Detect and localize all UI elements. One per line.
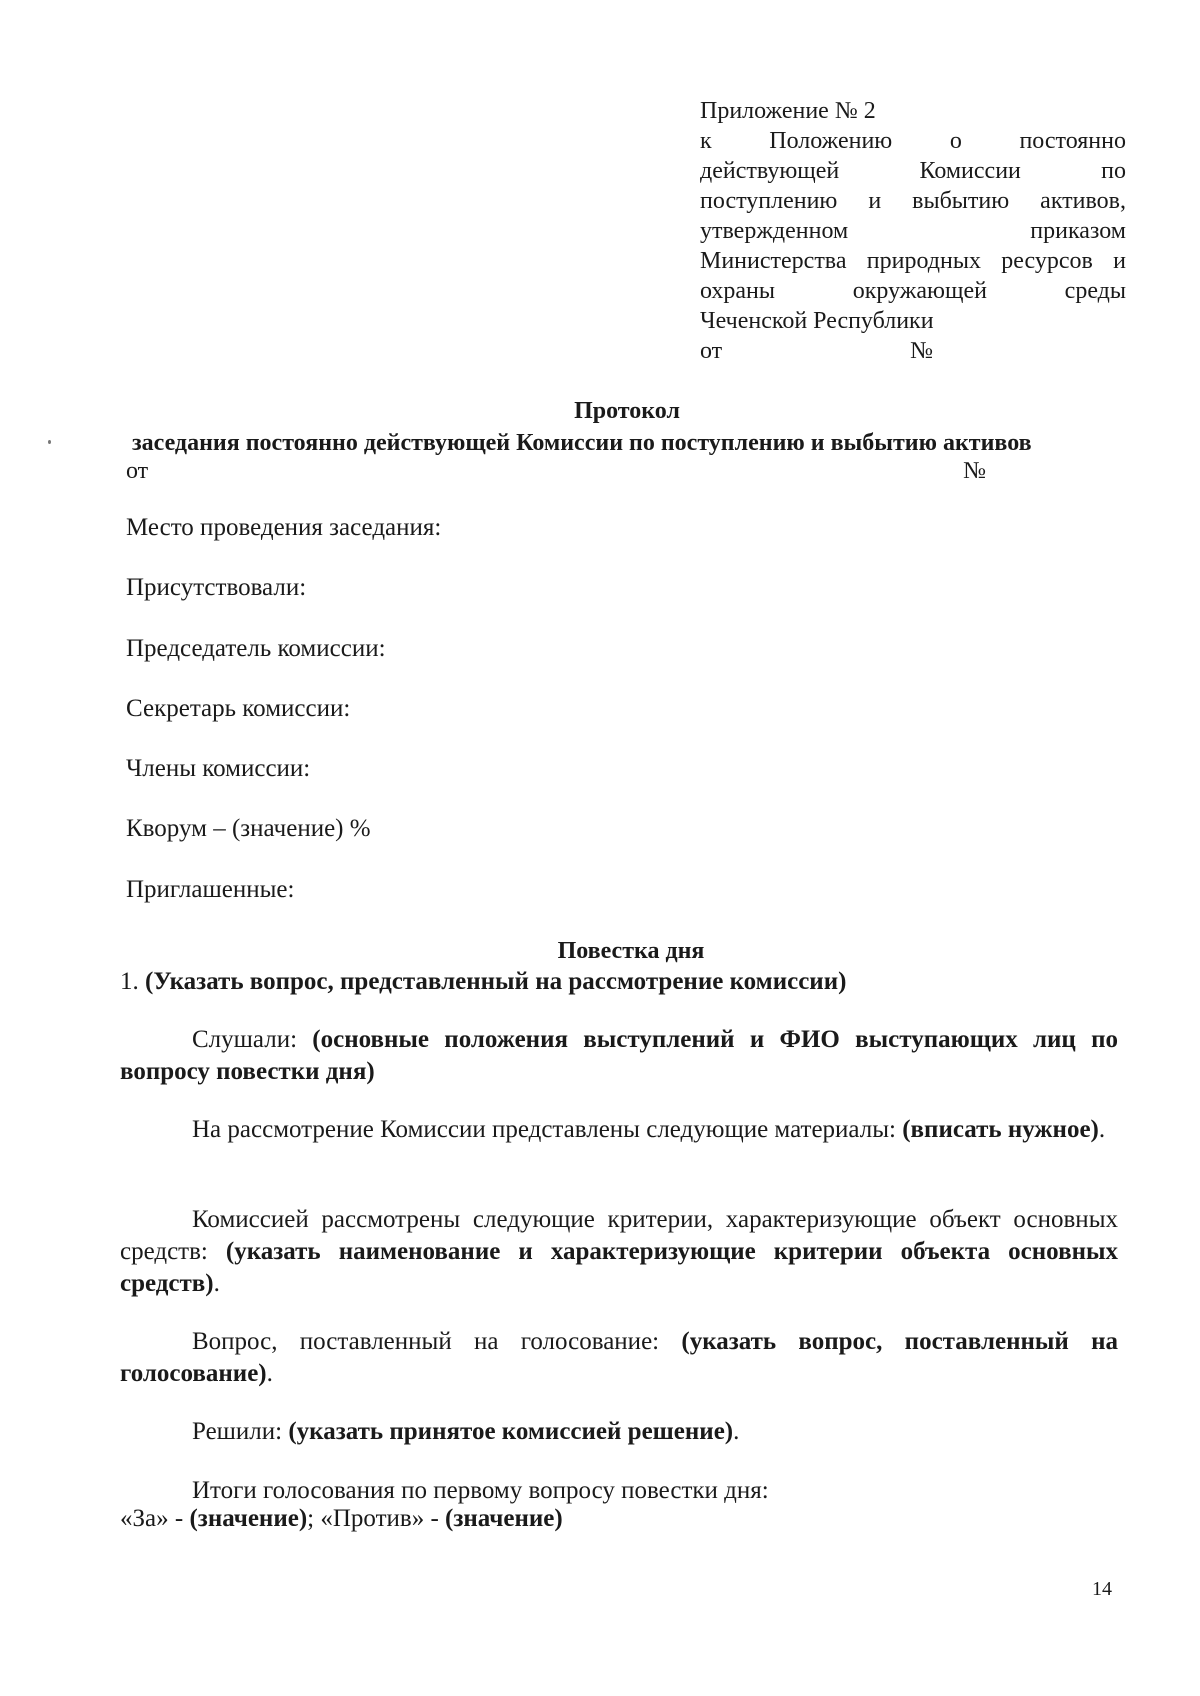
- field-secretary: Секретарь комиссии:: [126, 695, 351, 722]
- paragraph-heard: [120, 1024, 1118, 1088]
- annex-word: поступлению: [700, 188, 838, 214]
- vote-for-value: (значение): [189, 1505, 308, 1532]
- annex-word: и: [1113, 248, 1126, 274]
- question-text: (указать вопрос, поставленный на голосование): [120, 1328, 1118, 1387]
- vote-for-label: «За» -: [120, 1505, 190, 1532]
- protocol-title: Протокол: [574, 398, 680, 424]
- annex-word: Комиссии: [919, 158, 1021, 184]
- criteria-end: .: [213, 1270, 220, 1297]
- annex-word: приказом: [1030, 218, 1126, 244]
- field-present: Присутствовали:: [126, 574, 307, 601]
- scan-dot: [48, 440, 51, 444]
- materials-label: На рассмотрение Комиссии представлены следующие материалы:: [192, 1116, 903, 1143]
- heard-text: (основные положения выступлений и ФИО выступающих лиц по вопросу повестки дня): [120, 1026, 1118, 1085]
- criteria-text: (указать наименование и характеризующие критерии объекта основных средств): [120, 1238, 1118, 1297]
- paragraph-question: [120, 1326, 1118, 1390]
- annex-word: по: [1101, 158, 1126, 184]
- annex-word: постоянно: [1019, 128, 1126, 154]
- annex-line-6: [700, 276, 1126, 306]
- results-intro: Итоги голосования по первому вопросу повестки дня:: [192, 1477, 769, 1504]
- annex-word: охраны: [700, 278, 776, 304]
- agenda-item-number: 1.: [120, 968, 145, 995]
- materials-end: .: [1098, 1116, 1106, 1143]
- annex-line-1: [700, 126, 1126, 156]
- materials-text: (вписать нужное): [902, 1116, 1099, 1143]
- page-number: 14: [1092, 1578, 1112, 1600]
- annex-word: Министерства: [700, 248, 847, 274]
- annex-number-label: №: [910, 338, 934, 364]
- protocol-date-number: [126, 458, 986, 485]
- annex-date-label: от: [700, 338, 723, 364]
- field-location: Место проведения заседания:: [126, 514, 442, 541]
- paragraph-criteria: [120, 1204, 1118, 1300]
- annex-last-line: Чеченской Республики: [700, 308, 934, 334]
- paragraph-results-intro: [120, 1475, 1118, 1507]
- annex-word: действующей: [700, 158, 840, 184]
- paragraph-decided: [120, 1416, 1118, 1448]
- annex-word: ресурсов: [1001, 248, 1093, 274]
- annex-word: и: [868, 188, 882, 214]
- field-quorum: Кворум – (значение) %: [126, 815, 371, 842]
- paragraph-materials: [120, 1114, 1118, 1146]
- annex-word: утвержденном: [700, 218, 849, 244]
- protocol-number-label: №: [963, 458, 986, 484]
- annex-word: активов,: [1040, 188, 1126, 214]
- annex-line-4: [700, 216, 1126, 246]
- field-invited: Приглашенные:: [126, 876, 295, 903]
- agenda-item-text: (Указать вопрос, представленный на рассмотрение комиссии): [145, 968, 847, 995]
- annex-line-3: [700, 186, 1126, 216]
- annex-date-number: [700, 336, 1126, 366]
- annex-line-5: [700, 246, 1126, 276]
- agenda-item-1: [120, 968, 846, 996]
- annex-word: выбытию: [912, 188, 1010, 214]
- protocol-date-label: от: [126, 458, 149, 484]
- annex-word: Положению: [769, 128, 893, 154]
- annex-header: [700, 96, 1126, 366]
- vote-against-value: (значение): [445, 1505, 563, 1532]
- protocol-subtitle: заседания постоянно действующей Комиссии по поступлению и выбытию активов: [132, 430, 1032, 456]
- annex-word: к: [700, 128, 712, 154]
- vote-results: [120, 1505, 563, 1533]
- annex-word: о: [949, 128, 962, 154]
- agenda-title: Повестка дня: [557, 938, 705, 964]
- question-label: Вопрос, поставленный на голосование:: [192, 1328, 682, 1355]
- annex-word: окружающей: [852, 278, 987, 304]
- decided-end: .: [733, 1418, 740, 1445]
- annex-word: среды: [1064, 278, 1126, 304]
- vote-against-label: «Против» -: [320, 1505, 446, 1532]
- annex-line-2: [700, 156, 1126, 186]
- annex-heading: Приложение № 2: [700, 98, 876, 124]
- vote-separator: ;: [307, 1505, 321, 1532]
- field-chairman: Председатель комиссии:: [126, 635, 386, 662]
- question-end: .: [266, 1360, 273, 1387]
- decided-label: Решили:: [192, 1418, 289, 1445]
- heard-label: Слушали:: [192, 1026, 313, 1053]
- decided-text: (указать принятое комиссией решение): [288, 1418, 734, 1445]
- criteria-label: Комиссией рассмотрены следующие критерии, характеризующие объект основных средств:: [120, 1206, 1118, 1265]
- annex-word: природных: [866, 248, 981, 274]
- field-members: Члены комиссии:: [126, 755, 311, 782]
